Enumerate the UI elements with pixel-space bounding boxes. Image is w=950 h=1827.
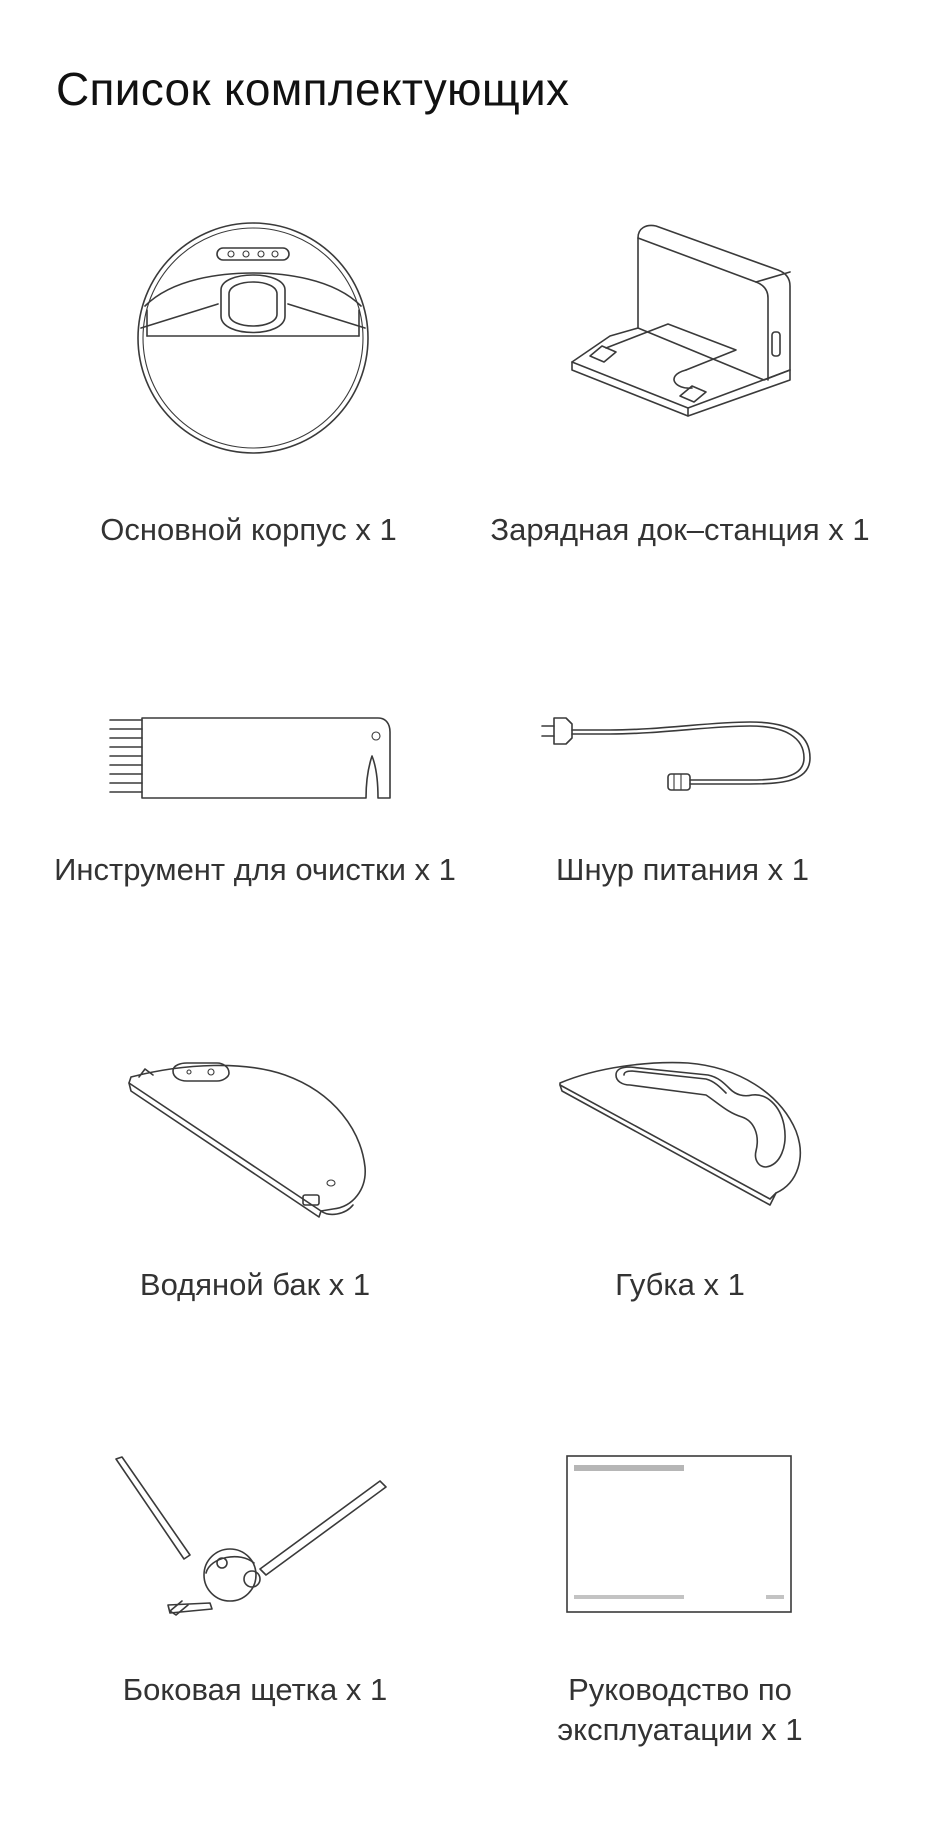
item-power-cord-label: Шнур питания x 1: [556, 852, 809, 887]
side-brush-illustration: [110, 1455, 390, 1615]
item-manual-label-line-2: эксплуатации x 1: [557, 1712, 803, 1747]
robot-vacuum-illustration: [133, 218, 373, 458]
manual-footer-text-mark: [574, 1595, 684, 1599]
item-robot-label: Основной корпус x 1: [100, 512, 397, 547]
cleaning-tool-illustration: [108, 712, 393, 802]
item-side-brush-label: Боковая щетка x 1: [122, 1672, 388, 1707]
item-sponge-label: Губка x 1: [615, 1267, 745, 1302]
user-manual-illustration: [566, 1455, 792, 1613]
item-manual-label-line-1: Руководство по: [568, 1672, 792, 1707]
item-cleaning-tool-label: Инструмент для очистки x 1: [54, 852, 456, 887]
power-cord-illustration: [540, 712, 820, 802]
page-title: Список комплектующих: [56, 63, 570, 115]
water-tank-illustration: [125, 1055, 375, 1215]
charging-dock-illustration: [568, 220, 798, 430]
item-water-tank-label: Водяной бак x 1: [139, 1267, 371, 1302]
manual-logo-mark: [766, 1595, 784, 1599]
item-dock-label: Зарядная док–станция x 1: [490, 512, 870, 547]
manual-cover-text-mark: [574, 1465, 684, 1471]
sponge-mop-illustration: [558, 1055, 808, 1215]
